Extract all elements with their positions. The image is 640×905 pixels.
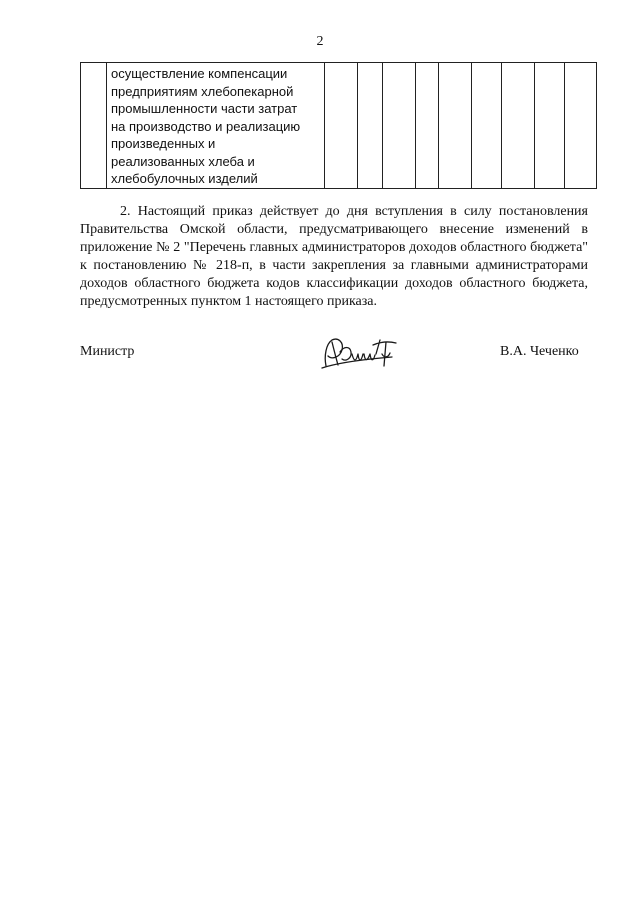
table-cell (535, 63, 565, 189)
table-cell (439, 63, 472, 189)
table-cell (383, 63, 416, 189)
order-paragraph: 2. Настоящий приказ действует до дня вступления в силу постановления Правительства Омской области, предусматривающего внесение изменений в приложение № 2 "Перечень главных администраторов доходов областного бюджета" к постановлению № 218-п, в части закрепления за главными администраторами доходов областного бюджета кодов классификации доходов областного бюджета, предусмотренных пунктом 1 настоящего приказа. (80, 204, 588, 309)
table-cell (416, 63, 439, 189)
handwritten-signature-icon (318, 332, 408, 379)
table-cell (325, 63, 358, 189)
table-row (81, 63, 597, 189)
table-cell-description: осуществление компенсации предприятиям хлебопекарной промышленности части затрат на производство и реализацию произведенных и реализованных хлеба и хлебобулочных изделий (107, 63, 325, 189)
table-cell (502, 63, 535, 189)
page-number: 2 (316, 34, 324, 49)
table-cell (472, 63, 502, 189)
signer-title: Министр (80, 344, 135, 359)
table-cell (565, 63, 597, 189)
table-cell (358, 63, 383, 189)
table-cell-number (81, 63, 107, 189)
signer-name: В.А. Чеченко (500, 344, 579, 359)
continuation-table (80, 62, 597, 189)
